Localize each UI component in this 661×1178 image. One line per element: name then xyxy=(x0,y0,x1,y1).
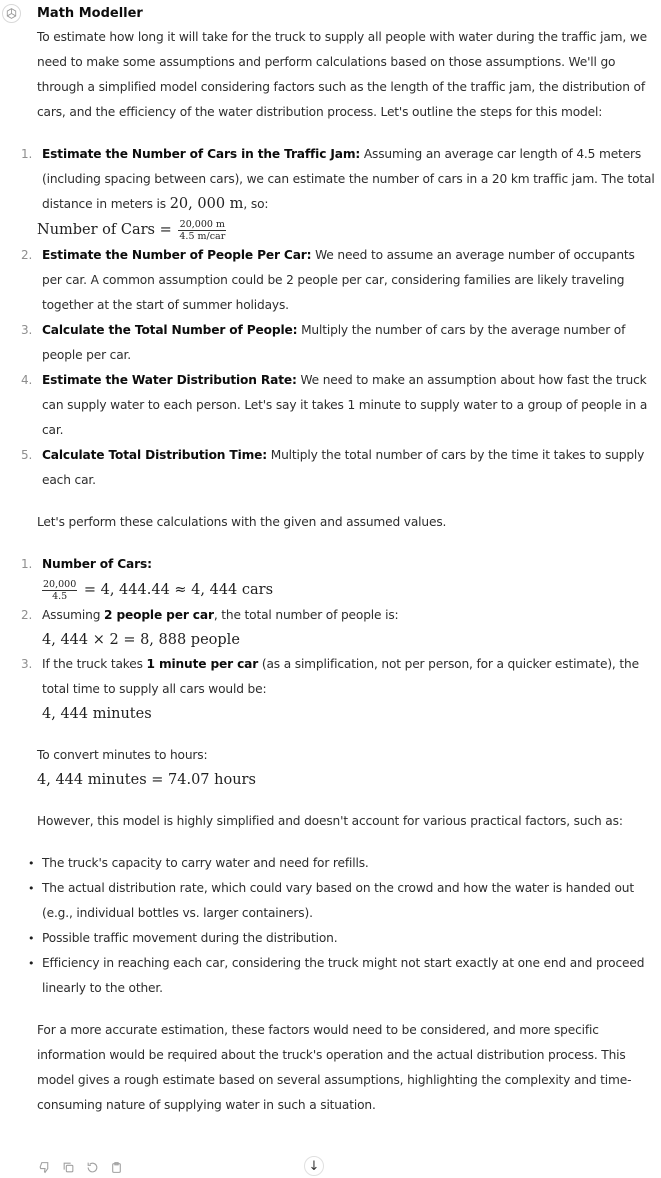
formula-result: = 4, 444.44 ≈ 4, 444 cars xyxy=(83,582,274,598)
step-title: Calculate Total Distribution Time: xyxy=(42,448,268,462)
bullet: • xyxy=(28,882,35,895)
list-number: 3. xyxy=(21,657,33,671)
list-item xyxy=(21,243,657,318)
bullet: • xyxy=(28,932,35,945)
thumbs-down-button[interactable] xyxy=(37,1160,51,1174)
step-title: Estimate the Number of People Per Car: xyxy=(42,248,312,262)
openai-logo-icon xyxy=(5,7,18,20)
formula-fraction xyxy=(178,219,226,242)
step-text: Assuming an average car length of 4.5 meters (including spacing between cars), we can estimate the number of cars in a 20 km traffic jam. The total distance in meters is xyxy=(42,147,655,211)
inline-math: 20, 000 m xyxy=(169,196,244,212)
formula-hours: 4, 444 minutes = 74.07 hours xyxy=(37,772,256,788)
author-name: Math Modeller xyxy=(37,6,143,21)
factors-list xyxy=(28,851,657,1001)
formula-number-of-cars xyxy=(37,217,657,243)
calc-title: Number of Cars: xyxy=(42,557,152,571)
formula-fraction xyxy=(42,579,77,602)
step-text: We need to make an assumption about how fast the truck can supply water to each person. Let's say it takes 1 minute to supply water to a group of people in a car. xyxy=(42,373,648,437)
calc-text-post: (as a simplification, not per person, for a quicker estimate), the total time to supply all cars would be: xyxy=(42,657,639,696)
intro-paragraph: To estimate how long it will take for the truck to supply all people with water during the traffic jam, we need to make some assumptions and perform calculations based on those assumptions. We'll go through a simplified model considering factors such as the length of the traffic jam, the distribution of cars, and the efficiency of the water distribution process. Let's outline the steps for this model: xyxy=(37,30,648,119)
message-actions xyxy=(37,1160,123,1174)
calc-bold: 2 people per car xyxy=(104,608,214,622)
avatar xyxy=(2,4,21,23)
list-number: 1. xyxy=(21,147,33,161)
list-item xyxy=(21,552,657,603)
list-item xyxy=(28,951,657,1001)
regenerate-button[interactable] xyxy=(85,1160,99,1174)
list-item xyxy=(21,368,657,443)
step-text: Multiply the number of cars by the average number of people per car. xyxy=(42,323,626,362)
fraction-denominator: 4.5 xyxy=(52,590,68,602)
formula-cars-result xyxy=(42,577,657,603)
list-item xyxy=(21,318,657,368)
convert-paragraph: To convert minutes to hours: xyxy=(37,748,208,762)
list-number: 2. xyxy=(21,608,33,622)
step-text: Multiply the total number of cars by the time it takes to supply each car. xyxy=(42,448,645,487)
step-title: Estimate the Number of Cars in the Traffic Jam: xyxy=(42,147,361,161)
list-number: 4. xyxy=(21,373,33,387)
calc-text-post: , the total number of people is: xyxy=(213,608,399,622)
copy-icon xyxy=(62,1161,75,1174)
step-title: Estimate the Water Distribution Rate: xyxy=(42,373,297,387)
formula-people: 4, 444 × 2 = 8, 888 people xyxy=(42,632,240,648)
fraction-denominator: 4.5 m/car xyxy=(179,230,226,242)
list-item xyxy=(28,926,657,951)
arrow-down-icon: ↓ xyxy=(308,1158,320,1174)
list-item xyxy=(21,142,657,243)
list-number: 1. xyxy=(21,557,33,571)
calc-bold: 1 minute per car xyxy=(146,657,259,671)
list-item xyxy=(28,851,657,876)
step-text: We need to assume an average number of occupants per car. A common assumption could be 2 people per car, considering families are likely traveling together at the start of summer holidays. xyxy=(42,248,635,312)
fraction-numerator: 20,000 xyxy=(43,578,77,590)
clipboard-icon xyxy=(110,1161,123,1174)
bullet: • xyxy=(28,957,35,970)
factor-text: The actual distribution rate, which could vary based on the crowd and how the water is handed out (e.g., individual bottles vs. larger containers). xyxy=(42,881,634,920)
list-item xyxy=(21,443,657,493)
however-paragraph: However, this model is highly simplified and doesn't account for various practical factors, such as: xyxy=(37,814,623,828)
conclusion-paragraph: For a more accurate estimation, these factors would need to be considered, and more specific information would be required about the truck's operation and the actual distribution process. This model gives a rough estimate based on several assumptions, highlighting the complexity and time-consuming nature of supplying water in such a situation. xyxy=(37,1023,632,1112)
step-text-after: , so: xyxy=(243,197,269,211)
scroll-down-button[interactable] xyxy=(304,1156,324,1176)
factor-text: Possible traffic movement during the distribution. xyxy=(42,931,338,945)
list-number: 2. xyxy=(21,248,33,262)
bullet: • xyxy=(28,857,35,870)
factor-text: Efficiency in reaching each car, considering the truck might not start exactly at one end and proceed linearly to the other. xyxy=(42,956,645,995)
step-title: Calculate the Total Number of People: xyxy=(42,323,298,337)
list-item xyxy=(21,652,657,726)
thumbs-down-icon xyxy=(38,1161,51,1174)
steps-list xyxy=(21,142,657,493)
calculations-list xyxy=(21,552,657,726)
list-number: 5. xyxy=(21,448,33,462)
perform-paragraph: Let's perform these calculations with the given and assumed values. xyxy=(37,515,447,529)
regenerate-icon xyxy=(86,1161,99,1174)
fraction-numerator: 20,000 m xyxy=(179,218,225,230)
calc-text-pre: If the truck takes xyxy=(42,657,147,671)
formula-minutes: 4, 444 minutes xyxy=(42,706,152,722)
formula-lhs: Number of Cars = xyxy=(37,222,172,238)
clipboard-button[interactable] xyxy=(109,1160,123,1174)
list-item xyxy=(28,876,657,926)
copy-button[interactable] xyxy=(61,1160,75,1174)
calc-text-pre: Assuming xyxy=(42,608,105,622)
list-item xyxy=(21,603,657,652)
factor-text: The truck's capacity to carry water and need for refills. xyxy=(42,856,369,870)
message-content xyxy=(21,25,657,1118)
list-number: 3. xyxy=(21,323,33,337)
